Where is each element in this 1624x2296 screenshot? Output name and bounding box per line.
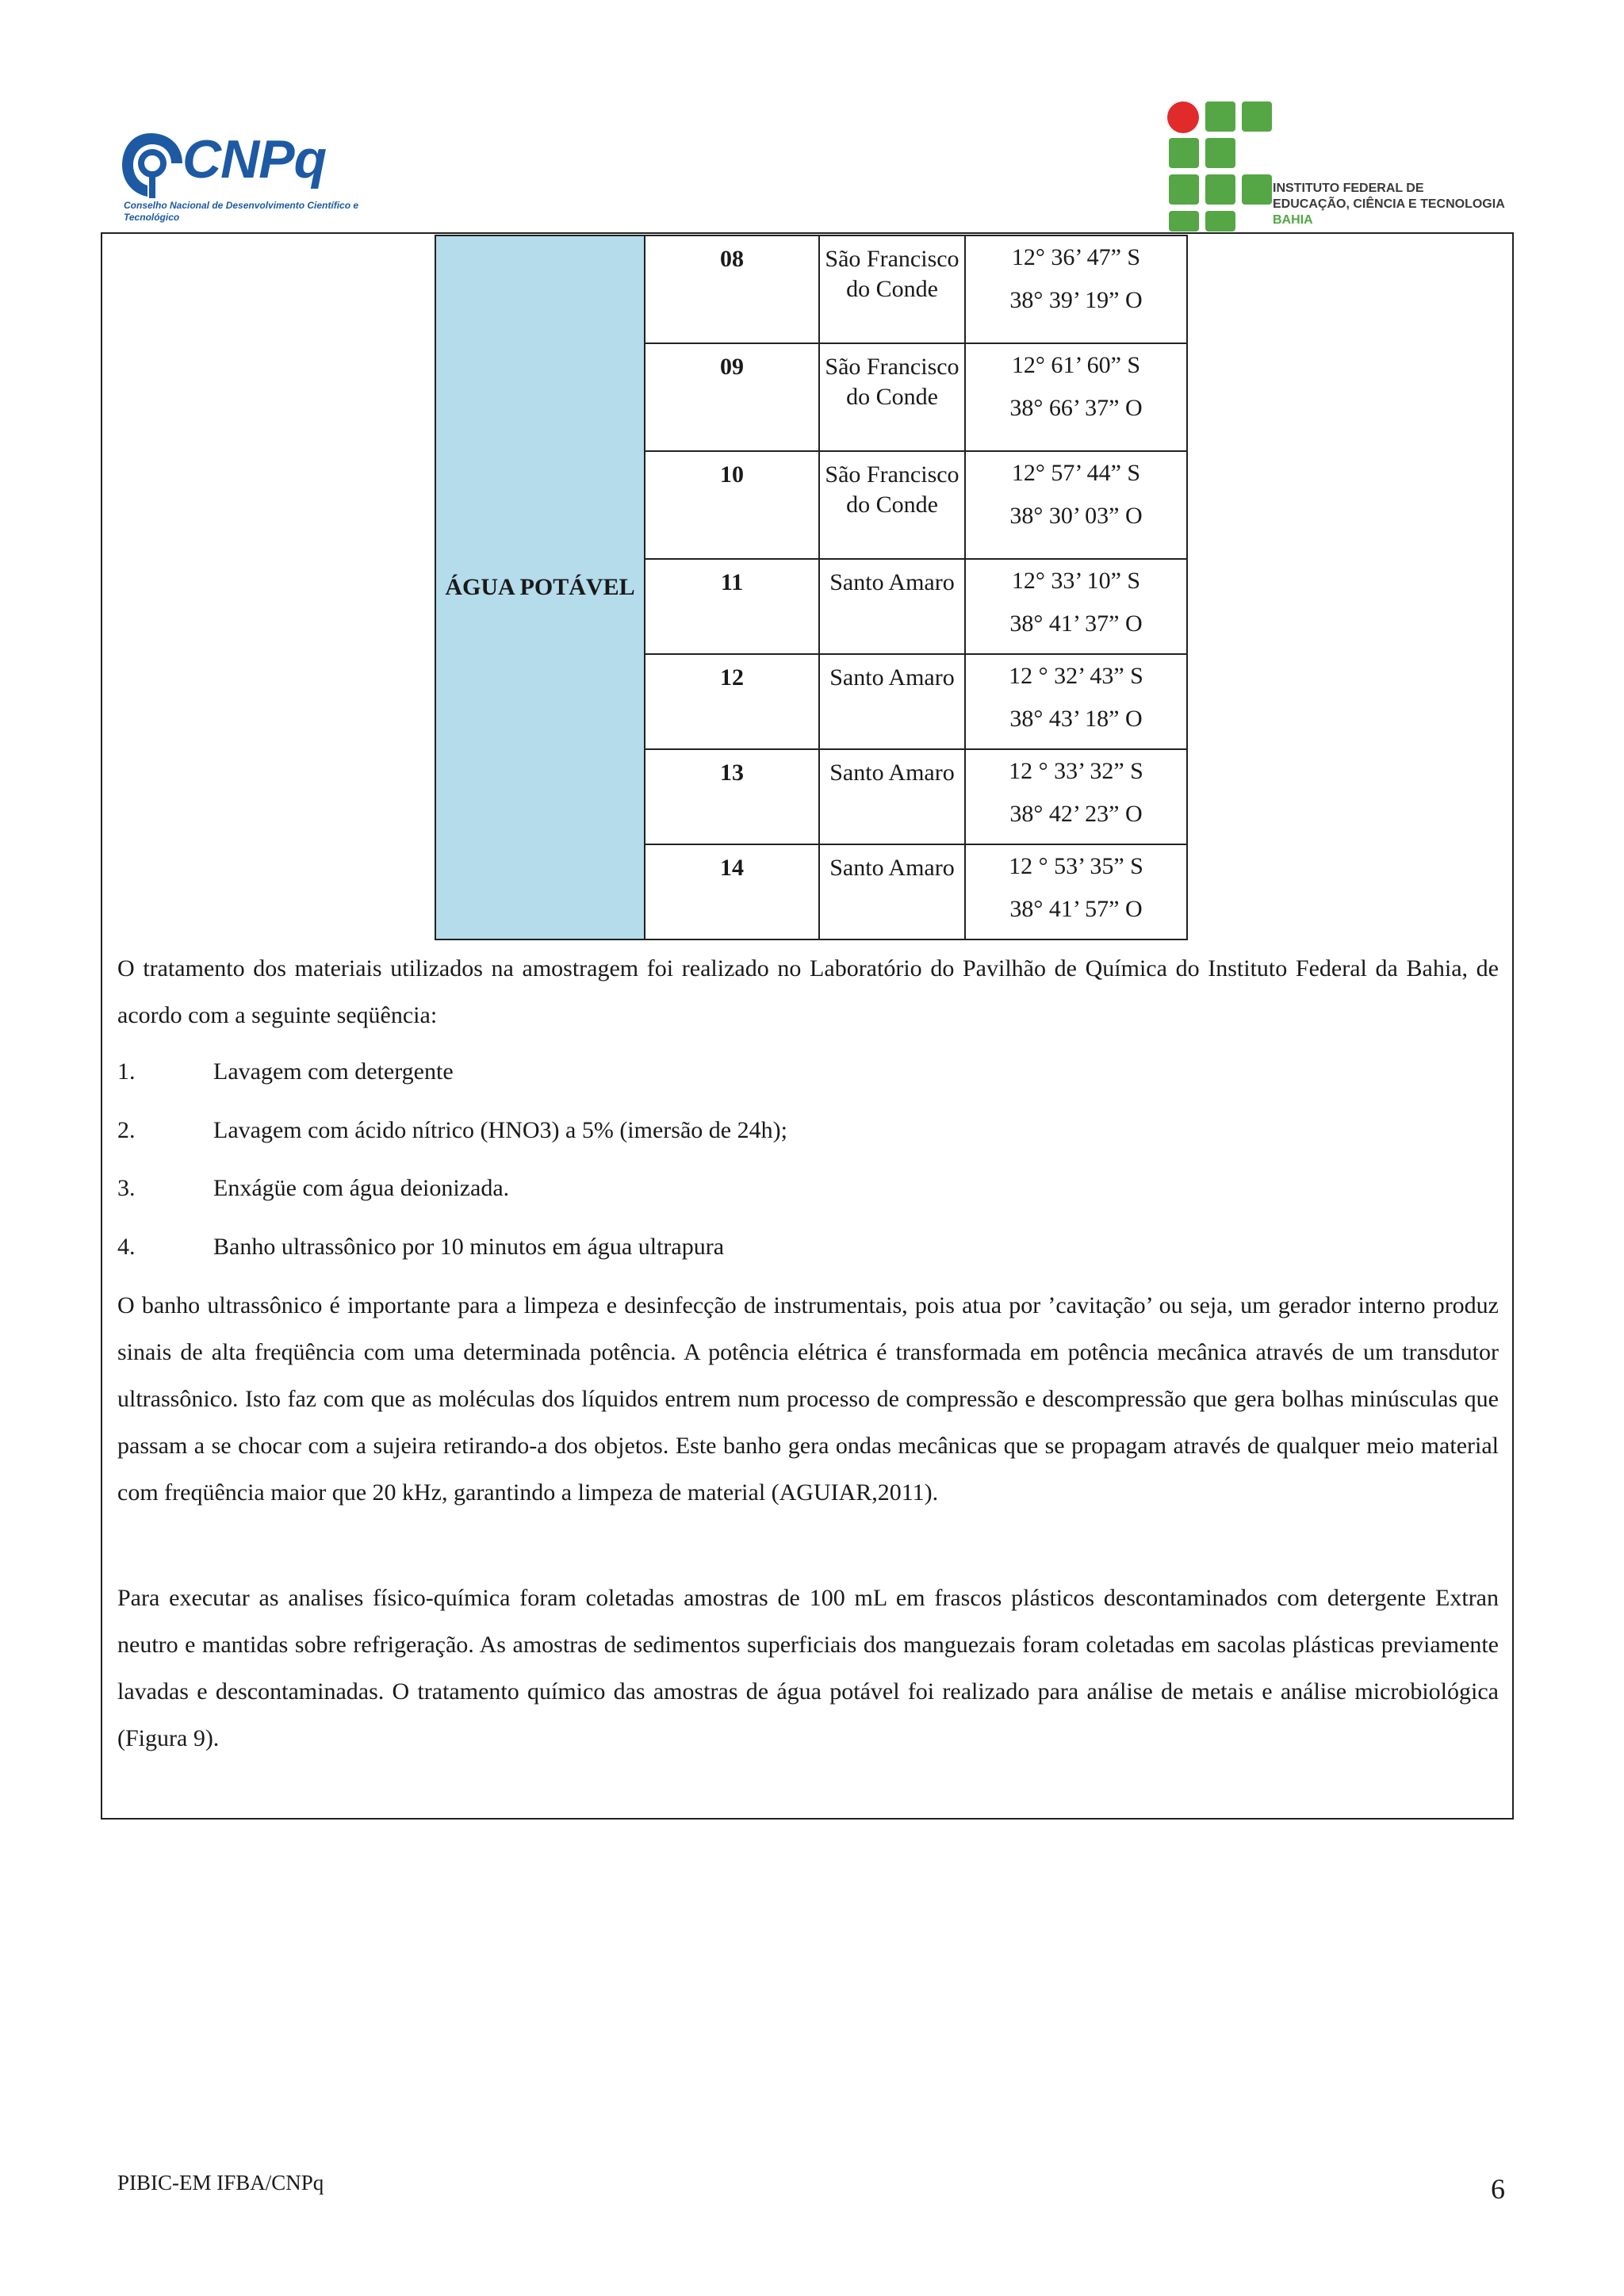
sample-coordinates [965,749,1187,844]
sample-location: Santo Amaro [819,749,965,844]
step-number: 1. [117,1058,136,1085]
sample-number: 09 [645,343,819,451]
step-text: Lavagem com detergente [213,1058,454,1085]
latitude: 12° 61’ 60” S [1011,352,1141,378]
intro-paragraph: O tratamento dos materiais utilizados na amostragem foi realizado no Laboratório do Pavilhão de Química do Instituto Federal da Bahia, de acordo com a seguinte seqüência: [117,955,1499,1028]
analysis-paragraph: Para executar as analises físico-química foram coletadas amostras de 100 mL em frascos plásticos descontaminados com detergente Extran neutro e mantidas sobre refrigeração. As amostras de sedimentos superficiais dos manguezais foram coletadas em sacolas plásticas previamente lavadas e descontaminadas. O tratamento químico das amostras de água potável foi realizado para análise de metais e análise microbiológica (Figura 9). [117,1585,1499,1751]
sample-number: 14 [645,844,819,939]
step-text: Lavagem com ácido nítrico (HNO3) a 5% (imersão de 24h); [213,1117,787,1143]
sample-location: São Francisco do Conde [819,235,965,343]
longitude: 38° 41’ 37” O [1009,610,1143,637]
step-number: 2. [117,1117,136,1143]
sample-location: Santo Amaro [819,844,965,939]
step-number: 4. [117,1234,136,1260]
longitude: 38° 39’ 19” O [1009,287,1143,313]
sample-location: São Francisco do Conde [819,343,965,451]
longitude: 38° 30’ 03” O [1009,503,1143,529]
step-text: Banho ultrassônico por 10 minutos em água ultrapura [213,1234,725,1260]
footer-label: PIBIC-EM IFBA/CNPq [117,2171,324,2195]
analysis-section [117,1575,1499,1762]
latitude: 12° 33’ 10” S [1011,568,1141,594]
step-number: 3. [117,1175,136,1201]
ifba-logo-line1: INSTITUTO FEDERAL DE [1273,182,1424,195]
sample-number: 10 [645,451,819,559]
longitude: 38° 41’ 57” O [1009,896,1143,922]
table-row [435,235,1187,343]
longitude: 38° 66’ 37” O [1009,395,1143,421]
sample-location: Santo Amaro [819,559,965,654]
sample-coordinates [965,343,1187,451]
longitude: 38° 43’ 18” O [1009,706,1143,732]
sampling-table [435,235,1188,940]
latitude: 12 ° 33’ 32” S [1009,758,1143,784]
sample-coordinates [965,235,1187,343]
step-text: Enxágüe com água deionizada. [213,1175,510,1201]
ifba-grid-icon [1166,98,1277,233]
latitude: 12 ° 32’ 43” S [1009,663,1143,689]
sample-number: 13 [645,749,819,844]
ifba-logo-line2: EDUCAÇÃO, CIÊNCIA E TECNOLOGIA [1273,197,1505,211]
latitude: 12 ° 53’ 35” S [1009,853,1143,879]
cnpq-logo-text: CNPq [182,129,327,189]
intro-section [117,945,1499,1039]
cnpq-logo [117,127,359,230]
ifba-logo [1166,98,1515,233]
page-number: 6 [1491,2173,1505,2205]
sample-location: Santo Amaro [819,654,965,749]
sample-number: 11 [645,559,819,654]
longitude: 38° 42’ 23” O [1009,801,1143,827]
ultrasonic-paragraph: O banho ultrassônico é importante para a limpeza e desinfecção de instrumentais, pois atua por ’cavitação’ ou seja, um gerador interno produz sinais de alta freqüência com uma determinada potência. A potência elétrica é transformada em potência mecânica através de um transdutor ultrassônico. Isto faz com que as moléculas dos líquidos entrem num processo de compressão e descompressão que gera bolhas minúsculas que passam a se chocar com a sujeira retirando-a dos objetos. Este banho gera ondas mecânicas que se propagam através de qualquer meio material com freqüência maior que 20 kHz, garantindo a limpeza de material (AGUIAR,2011). [117,1292,1499,1506]
sample-coordinates [965,451,1187,559]
latitude: 12° 57’ 44” S [1011,460,1141,486]
cnpq-emblem-icon [117,127,189,206]
ifba-logo-line3: BAHIA [1273,213,1313,227]
category-cell: ÁGUA POTÁVEL [435,235,645,939]
sample-coordinates [965,654,1187,749]
sample-coordinates [965,559,1187,654]
sample-location: São Francisco do Conde [819,451,965,559]
sample-number: 12 [645,654,819,749]
sample-number: 08 [645,235,819,343]
cnpq-logo-subtitle: Conselho Nacional de Desenvolvimento Científico e Tecnológico [124,200,359,223]
ultrasonic-section [117,1282,1499,1516]
ifba-logo-text [1273,181,1526,228]
sample-coordinates [965,844,1187,939]
latitude: 12° 36’ 47” S [1011,244,1141,270]
